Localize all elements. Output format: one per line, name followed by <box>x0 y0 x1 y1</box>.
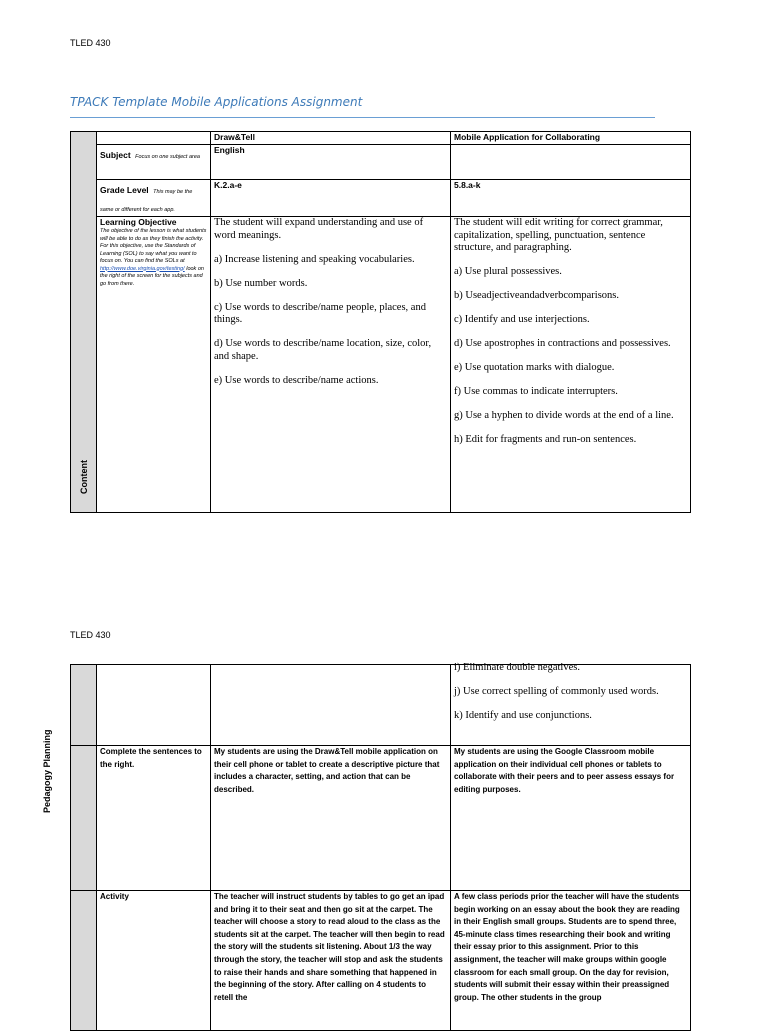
document-title: TPACK Template Mobile Applications Assignment <box>70 95 363 109</box>
complete-app2: My students are using the Google Classroom mobile application on their individual cell phones or tablets to collaborate with their peers and to peer assess essays for editing purposes. <box>451 746 691 891</box>
section-label-pedagogy: Pedagogy Planning <box>41 729 52 813</box>
subject-app1: English <box>211 145 451 180</box>
grade-label: Grade Level <box>100 185 149 195</box>
objective-app1-line: c) Use words to describe/name people, places, and things. <box>214 301 426 325</box>
page-header: TLED 430 <box>70 38 111 48</box>
objective-app2-line: h) Edit for fragments and run-on sentences. <box>454 434 637 445</box>
activity-app1: The teacher will instruct students by tables to go get an ipad and bring it to their seat and then go sit at the carpet. The teacher will choose a story to read aloud to the class as the students sit at the carpet. The teacher will then begin to read the story will the students sit listening. About 1/3 the way through the story, the teacher will stop and ask the students to raise their hands and share something that happened in the beginning of the story. After calling on 4 students to retell the <box>211 891 451 1031</box>
objective-label: Learning Objective <box>100 217 177 227</box>
objective-app2-line: a) Use plural possessives. <box>454 266 562 277</box>
section-side-continued <box>71 665 97 746</box>
objective-app2-line: g) Use a hyphen to divide words at the end of a line. <box>454 410 674 421</box>
complete-app1: My students are using the Draw&Tell mobile application on their cell phone or tablet to create a descriptive picture that includes a character, setting, and action that can be described. <box>211 746 451 891</box>
objective-app2-line: e) Use quotation marks with dialogue. <box>454 362 615 373</box>
sol-link[interactable]: http://www.doe.virginia.gov/testing/ <box>100 265 185 272</box>
objective-hint-after: look on the right of the screen for the subjects and go from there. <box>100 265 204 287</box>
continued-blank-label <box>97 665 211 746</box>
continued-blank-app1 <box>211 665 451 746</box>
objective-app1-line: a) Increase listening and speaking vocabularies. <box>214 253 415 265</box>
app1-header: Draw&Tell <box>211 132 451 145</box>
objective-app2-line: f) Use commas to indicate interrupters. <box>454 386 618 397</box>
objective-hint: The objective of the lesson is what students will be able to do as they finish the activity. For this objective, use the Standards of Learning (SOL) to say what you want to focus on. You can find the SOLs at <box>100 228 207 264</box>
grade-hint: This may be the same or different for each app. <box>100 189 193 213</box>
objective-app2-line: i) Eliminate double negatives. <box>454 662 580 673</box>
objective-app2-line: The student will edit writing for correct grammar, capitalization, spelling, punctuation, sentence structure, and paragraphing. <box>454 217 663 253</box>
objective-label-cell <box>97 217 211 513</box>
objective-app1-line: d) Use words to describe/name location, size, color, and shape. <box>214 338 432 362</box>
section-side-content <box>71 132 97 513</box>
objective-app1 <box>211 217 451 513</box>
complete-label: Complete the sentences to the right. <box>97 746 211 891</box>
page-header-2: TLED 430 <box>70 630 111 640</box>
app2-header: Mobile Application for Collaborating <box>451 132 691 145</box>
section-label-content: Content <box>78 460 89 494</box>
objective-app2-line: c) Identify and use interjections. <box>454 314 590 325</box>
activity-app2: A few class periods prior the teacher will have the students begin working on an essay about the book they are reading in their English small groups. Students are to spend three, 45-minute class times researching their book and writing their essay prior to this assignment. Prior to this assignment, the teacher will make groups within google classroom for each small group. On the day for revision, students will submit their essay within their preassigned group. The other students in the group <box>451 891 691 1031</box>
title-underline <box>70 117 655 118</box>
grade-app1: K.2.a-e <box>211 180 451 217</box>
tpack-table-page2 <box>41 662 691 1031</box>
grade-app2: 5.8.a-k <box>451 180 691 217</box>
objective-app2-line: k) Identify and use conjunctions. <box>454 710 592 721</box>
objective-app1-line: b) Use number words. <box>214 277 308 289</box>
tpack-table-page1 <box>70 131 691 513</box>
objective-app2 <box>451 217 691 513</box>
objective-app2-line: d) Use apostrophes in contractions and possessives. <box>454 338 671 349</box>
activity-label: Activity <box>97 891 211 1031</box>
header-blank-cell <box>97 132 211 145</box>
objective-app1-line: e) Use words to describe/name actions. <box>214 374 379 386</box>
section-side-pedagogy <box>41 729 97 891</box>
subject-app2 <box>451 145 691 180</box>
section-side-activity <box>71 891 97 1031</box>
objective-app2-line: b) Useadjectiveandadverbcomparisons. <box>454 290 620 301</box>
subject-label: Subject <box>100 150 131 160</box>
objective-app2-line: j) Use correct spelling of commonly used words. <box>454 686 659 697</box>
objective-app2-continued <box>451 662 691 746</box>
subject-label-cell <box>97 145 211 180</box>
grade-label-cell <box>97 180 211 217</box>
subject-hint: Focus on one subject area <box>135 154 200 160</box>
objective-app1-line: The student will expand understanding and use of word meanings. <box>214 217 424 241</box>
